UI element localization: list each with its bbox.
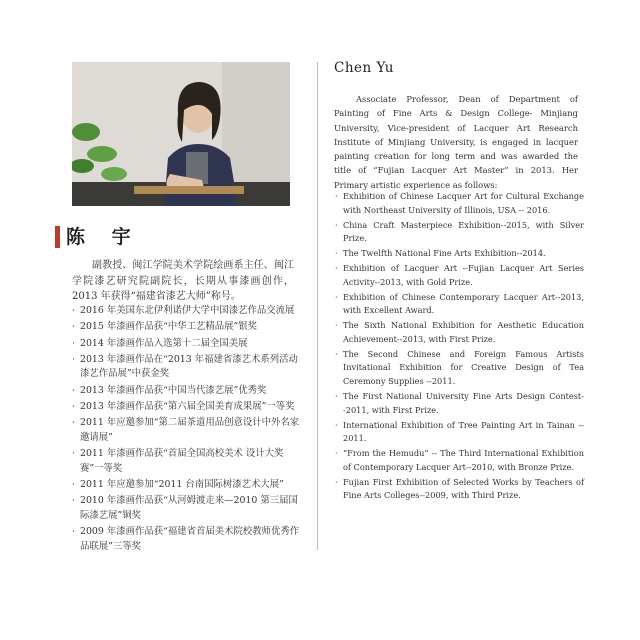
list-item: · 2015 年漆画作品获“中华工艺精品展”银奖 xyxy=(72,320,304,335)
artist-portrait-photo xyxy=(72,62,290,206)
chinese-intro-paragraph: 副教授、闽江学院美术学院绘画系主任、闽江学院漆艺研究院副院长，长期从事漆画创作，2013 年获得“福建省漆艺大师”称号。 xyxy=(72,260,294,302)
list-item: · International Exhibition of Tree Painting Art in Tainan -- 2011. xyxy=(334,419,584,446)
list-item: · Exhibition of Chinese Contemporary Lacquer Art--2013, with Excellent Award. xyxy=(334,291,584,318)
column-divider xyxy=(317,62,318,550)
chinese-name-heading: 陈 宇 xyxy=(66,226,141,248)
list-item: · 2011 年应邀参加“第二届茶道用品创意设计中外名家邀请展” xyxy=(72,416,304,445)
list-item: · China Craft Masterpiece Exhibition--2015, with Silver Prize. xyxy=(334,219,584,246)
list-item: · 2010 年漆画作品获“从河姆渡走来—2010 第三届国际漆艺展”铜奖 xyxy=(72,494,304,523)
list-item: · 2011 年漆画作品获“首届全国高校美术 设计大奖赛”一等奖 xyxy=(72,447,304,476)
list-item: · The First National University Fine Arts Design Contest--2011, with First Prize. xyxy=(334,390,584,417)
name-accent-bar xyxy=(55,226,60,248)
list-item: · Fujian First Exhibition of Selected Works by Teachers of Fine Arts Colleges--2009, with Third Prize. xyxy=(334,476,584,503)
list-item: · 2011 年应邀参加“2011 台南国际树漆艺术大展” xyxy=(72,478,304,493)
list-item: · 2013 年漆画作品在“2013 年福建省漆艺术系列活动漆艺作品展”中获金奖 xyxy=(72,353,304,382)
list-item: · 2013 年漆画作品获“第六届全国美育成果展”一等奖 xyxy=(72,400,304,415)
list-item: · “From the Hemudu” -- The Third International Exhibition of Contemporary Lacquer Art--2010, with Bronze Prize. xyxy=(334,447,584,474)
list-item: · The Sixth National Exhibition for Aesthetic Education Achievement--2013, with First Prize. xyxy=(334,319,584,346)
list-item: · 2016 年美国东北伊利诺伊大学中国漆艺作品交流展 xyxy=(72,304,304,319)
list-item: · Exhibition of Chinese Lacquer Art for Cultural Exchange with Northeast University of Illinois, USA -- 2016. xyxy=(334,190,584,217)
english-name-heading: Chen Yu xyxy=(334,60,394,76)
list-item: · The Twelfth National Fine Arts Exhibition--2014. xyxy=(334,247,584,261)
english-intro-paragraph: Associate Professor, Dean of Department of Painting of Fine Arts & Design College- Minjiang University, Vice-president of Lacquer Art Research Institute of Minjiang University, is engaged in lacquer painting creation for long term and was awarded the title of “Fujian Lacquer Art Master” in 2013. Her Primary artistic experience as follows: xyxy=(334,94,578,190)
list-item: · The Second Chinese and Foreign Famous Artists Invitational Exhibition for Creative Design of Tea Ceremony Supplies --2011. xyxy=(334,348,584,389)
list-item: · 2014 年漆画作品入选第十二届全国美展 xyxy=(72,337,304,352)
list-item: · Exhibition of Lacquer Art --Fujian Lacquer Art Series Activity--2013, with Gold Prize. xyxy=(334,262,584,289)
list-item: · 2013 年漆画作品获“中国当代漆艺展”优秀奖 xyxy=(72,384,304,399)
list-item: · 2009 年漆画作品获“福建省首届美术院校教师优秀作品联展”三等奖 xyxy=(72,525,304,554)
english-exhibition-list xyxy=(334,190,584,504)
chinese-exhibition-list xyxy=(72,304,304,556)
